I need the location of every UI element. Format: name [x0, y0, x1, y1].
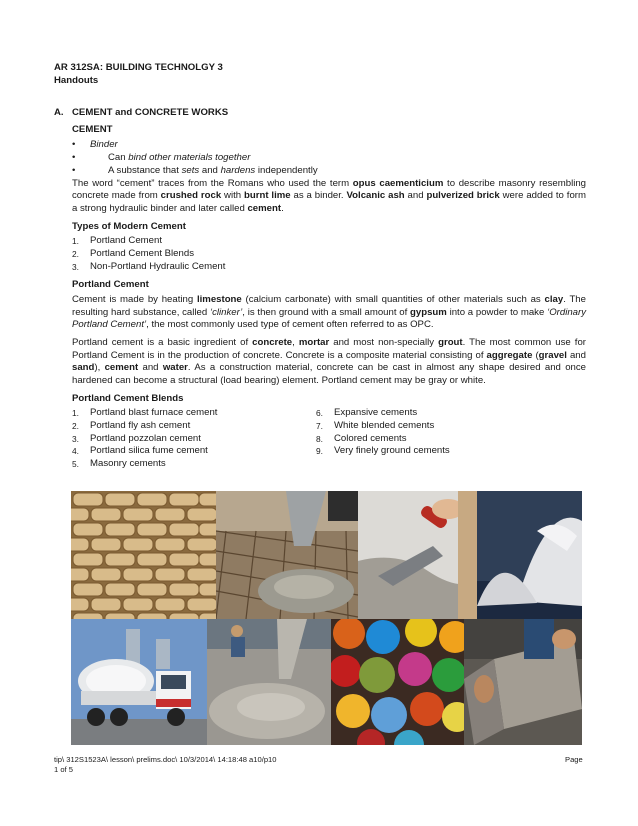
- bullet-bind-materials: [72, 152, 586, 165]
- types-list: [72, 235, 586, 273]
- photo-collage: [71, 491, 582, 745]
- list-item: 4. Portland silica fume cement: [72, 445, 208, 457]
- bullet-text: A substance that sets and hardens independently: [108, 164, 318, 176]
- footer-page-count: 1 of 5: [54, 765, 73, 774]
- section-letter: A.: [54, 107, 64, 118]
- blends-column-right: [316, 407, 560, 470]
- list-item: 8. Colored cements: [316, 432, 407, 444]
- bullet-text: Can bind other materials together: [108, 151, 251, 163]
- course-title: AR 312SA: BUILDING TECHNOLGY 3: [54, 62, 223, 73]
- blends-column-left: [72, 407, 316, 470]
- list-item: 9. Very finely ground cements: [316, 445, 450, 457]
- colored-pigments-image: [331, 619, 464, 745]
- blends-list: [72, 407, 586, 476]
- masonry-block-image: [464, 619, 582, 745]
- portland-paragraph-2: Portland cement is a basic ingredient of concrete, mortar and most non-specially grout. The most common use for Portland Cement is in the production of concrete. Concrete is a composite material consisting of aggregate (gravel and sand), cement and water. As a construction material, concrete can be cast in almost any shape desired and once hardened can become a structural (load bearing) element. Portland cement may be gray or white.: [72, 336, 586, 386]
- bullet-text: Binder: [90, 138, 118, 150]
- types-heading: Types of Modern Cement: [72, 220, 186, 232]
- footer-path: tip\ 312S1523A\ lesson\ prelims.doc\ 10/3/2014\ 14:18:48 a10/p10: [54, 755, 277, 764]
- list-item: 7. White blended cements: [316, 419, 435, 431]
- cement-heading: CEMENT: [72, 124, 113, 135]
- section-content: [72, 124, 586, 485]
- concrete-work-image: [207, 619, 331, 745]
- bullet-dot-icon: •: [72, 138, 76, 150]
- portland-heading: Portland Cement: [72, 279, 149, 291]
- list-item: 1. Portland blast furnace cement: [72, 407, 218, 419]
- handouts-label: Handouts: [54, 75, 99, 86]
- blends-heading: Portland Cement Blends: [72, 392, 184, 404]
- bullet-dot-icon: •: [72, 164, 76, 176]
- list-item: 1. Portland Cement: [72, 235, 162, 247]
- bullet-binder: [72, 139, 586, 152]
- cement-powder-image: [477, 491, 582, 619]
- mixer-truck-image: [71, 619, 207, 745]
- concrete-pouring-image: [216, 491, 358, 619]
- bullet-sets-hardens: [72, 165, 586, 178]
- section-title: CEMENT and CONCRETE WORKS: [72, 107, 229, 118]
- cement-bags-image: [71, 491, 216, 619]
- list-item: 3. Portland pozzolan cement: [72, 432, 201, 444]
- footer-page-label: Page: [565, 755, 583, 764]
- list-item: 5. Masonry cements: [72, 458, 166, 469]
- list-item: 2. Portland fly ash cement: [72, 419, 191, 431]
- bullet-dot-icon: •: [72, 151, 76, 163]
- trowel-image: [358, 491, 477, 619]
- cement-history-paragraph: The word “cement” traces from the Romans who used the term opus caementicium to describe masonry resembling concrete made from crushed rock with burnt lime as a binder. Volcanic ash and pulverized brick were added to form a strong hydraulic binder and later called cement.: [72, 177, 587, 214]
- section-heading: [54, 107, 228, 120]
- portland-paragraph-1: Cement is made by heating limestone (calcium carbonate) with small quantities of other materials such as clay. The resulting hard substance, called ‘clinker’, is then ground with a small amount of gypsum into a powder to make ‘Ordinary Portland Cement’, the most commonly used type of cement often referred to as OPC.: [72, 294, 586, 331]
- list-item: 2. Portland Cement Blends: [72, 247, 194, 259]
- list-item: 6. Expansive cements: [316, 407, 418, 419]
- list-item: 3. Non-Portland Hydraulic Cement: [72, 260, 226, 272]
